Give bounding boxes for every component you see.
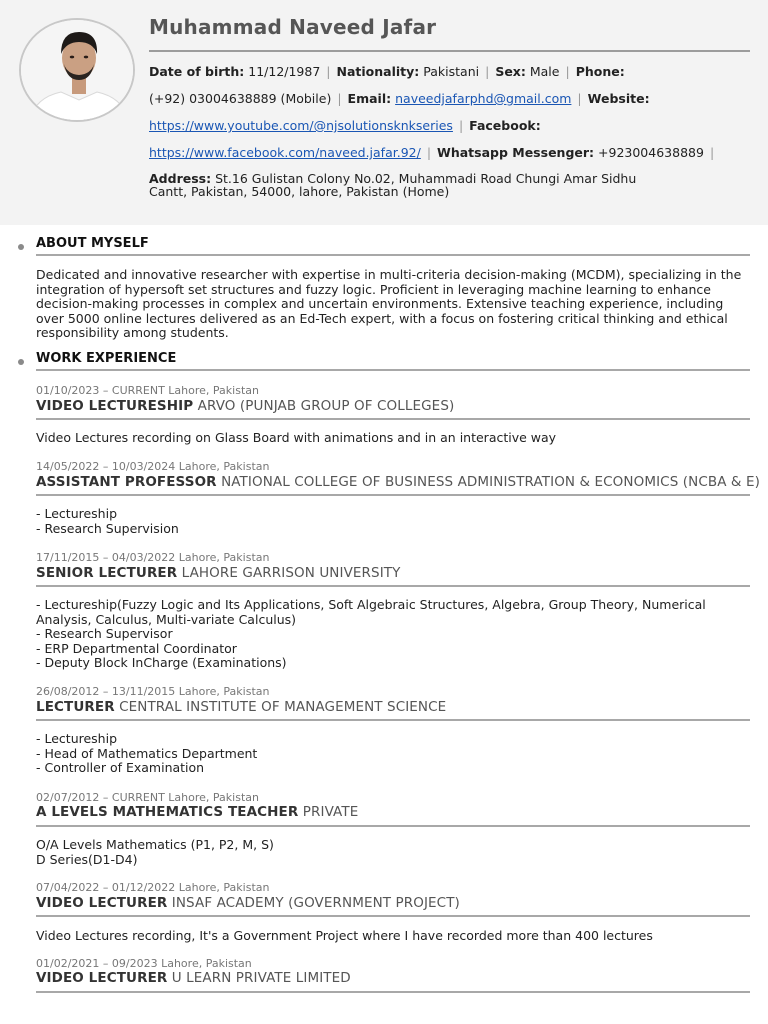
job-description-line: O/A Levels Mathematics (P1, P2, M, S) (36, 837, 274, 852)
job-description-line: - Head of Mathematics Department (36, 745, 258, 761)
website-link[interactable]: https://www.youtube.com/@njsolutionsknkseries (149, 118, 453, 133)
job-date: 01/10/2023 – CURRENT Lahore, Pakistan (36, 384, 259, 397)
job-divider (36, 991, 750, 993)
email-link[interactable]: naveedjafarphd@gmail.com (395, 91, 572, 106)
info-line-4 (149, 145, 720, 160)
job-title (36, 895, 460, 911)
job-organization: U LEARN PRIVATE LIMITED (167, 970, 351, 986)
job-divider (36, 418, 750, 420)
info-line-3 (149, 118, 541, 133)
about-divider (36, 254, 750, 256)
job-description-line: D Series(D1-D4) (36, 851, 138, 867)
job-organization: PRIVATE (298, 804, 359, 820)
facebook-link[interactable]: https://www.facebook.com/naveed.jafar.92/ (149, 145, 421, 160)
job-divider (36, 915, 750, 917)
job-date: 02/07/2012 – CURRENT Lahore, Pakistan (36, 791, 259, 804)
job-role: SENIOR LECTURER (36, 565, 178, 581)
address-label: Address: (149, 171, 212, 186)
person-name: Muhammad Naveed Jafar (149, 15, 437, 39)
job-description (36, 507, 750, 536)
email-label: Email: (347, 91, 392, 106)
separator: | (337, 91, 342, 106)
profile-photo (19, 18, 135, 122)
job-organization: NATIONAL COLLEGE OF BUSINESS ADMINISTRATION & ECONOMICS (NCBA & E) (216, 474, 760, 490)
job-description-line: - Lectureship (36, 731, 118, 746)
separator: | (458, 118, 464, 133)
work-section-title: WORK EXPERIENCE (36, 351, 177, 366)
job-description (36, 732, 750, 776)
separator: | (326, 64, 331, 79)
separator: | (426, 145, 432, 160)
job-role: VIDEO LECTURESHIP (36, 398, 194, 414)
separator: | (485, 64, 490, 79)
job-description (36, 598, 750, 671)
job-description-line: - Research Supervision (36, 520, 179, 536)
job-role: VIDEO LECTURER (36, 970, 168, 986)
job-role: A LEVELS MATHEMATICS TEACHER (36, 804, 299, 820)
separator: | (577, 91, 582, 106)
job-description-line: Video Lectures recording on Glass Board with animations and in an interactive way (36, 430, 557, 445)
job-title (36, 398, 454, 414)
job-date: 26/08/2012 – 13/11/2015 Lahore, Pakistan (36, 685, 270, 698)
job-date: 14/05/2022 – 10/03/2024 Lahore, Pakistan (36, 460, 270, 473)
job-date: 17/11/2015 – 04/03/2022 Lahore, Pakistan (36, 551, 270, 564)
job-divider (36, 494, 750, 496)
info-line-2 (149, 91, 650, 106)
about-text: Dedicated and innovative researcher with expertise in multi-criteria decision-making (MCDM), specializing in the integration of hypersoft set structures and fuzzy logic. Proficient in leveraging machine learning to enhance decision-making processes in complex and uncertain environments. Extensive teaching experience, including over 5000 online lectures delivered as an Ed-Tech expert, with a focus on fostering critical thinking and ethical responsibility among students. (36, 267, 742, 341)
job-date: 01/02/2021 – 09/2023 Lahore, Pakistan (36, 957, 252, 970)
address-block (149, 172, 669, 198)
phone-value: (+92) 03004638889 (Mobile) (149, 91, 332, 106)
job-role: VIDEO LECTURER (36, 895, 168, 911)
separator: | (709, 145, 715, 160)
dob-label: Date of birth: (149, 64, 245, 79)
job-divider (36, 585, 750, 587)
job-description-line: - Lectureship(Fuzzy Logic and Its Applications, Soft Algebraic Structures, Algebra, Group Theory, Numerical Analysis, Calculus, Multi-variate Calculus) (36, 597, 706, 627)
job-description-line: - ERP Departmental Coordinator (36, 640, 237, 656)
name-divider (149, 50, 750, 52)
job-title (36, 565, 400, 581)
job-role: LECTURER (36, 699, 115, 715)
work-divider (36, 369, 750, 371)
job-divider (36, 825, 750, 827)
job-organization: CENTRAL INSTITUTE OF MANAGEMENT SCIENCE (114, 699, 447, 715)
job-description-line: - Controller of Examination (36, 760, 205, 776)
job-description (36, 431, 750, 446)
section-bullet-icon (18, 244, 24, 250)
whatsapp-value: +923004638889 (598, 145, 704, 160)
sex-value: Male (529, 64, 560, 79)
info-line-1 (149, 64, 625, 79)
address-value: St.16 Gulistan Colony No.02, Muhammadi Road Chungi Amar Sidhu Cantt, Pakistan, 54000, lahore, Pakistan (Home) (149, 171, 637, 199)
job-description-line: - Deputy Block InCharge (Examinations) (36, 655, 287, 671)
nationality-label: Nationality: (336, 64, 420, 79)
section-bullet-icon (18, 359, 24, 365)
nationality-value: Pakistani (423, 64, 480, 79)
job-organization: ARVO (PUNJAB GROUP OF COLLEGES) (193, 398, 455, 414)
about-section-title: ABOUT MYSELF (36, 236, 149, 251)
job-description (36, 838, 750, 867)
dob-value: 11/12/1987 (248, 64, 321, 79)
job-role: ASSISTANT PROFESSOR (36, 474, 217, 490)
job-divider (36, 719, 750, 721)
whatsapp-label: Whatsapp Messenger: (437, 145, 595, 160)
job-title (36, 699, 446, 715)
website-label: Website: (587, 91, 650, 106)
job-description-line: - Research Supervisor (36, 626, 173, 642)
facebook-label: Facebook: (469, 118, 541, 133)
job-organization: INSAF ACADEMY (GOVERNMENT PROJECT) (167, 895, 460, 911)
job-organization: LAHORE GARRISON UNIVERSITY (177, 565, 401, 581)
sex-label: Sex: (495, 64, 526, 79)
profile-header (0, 0, 768, 225)
job-description (36, 929, 750, 944)
job-title (36, 970, 351, 986)
phone-label: Phone: (575, 64, 625, 79)
job-description-line: - Lectureship (36, 506, 118, 521)
job-date: 07/04/2022 – 01/12/2022 Lahore, Pakistan (36, 881, 270, 894)
separator: | (565, 64, 570, 79)
job-title (36, 474, 760, 490)
job-title (36, 804, 358, 820)
job-description-line: Video Lectures recording, It's a Government Project where I have recorded more than 400 lectures (36, 928, 653, 943)
